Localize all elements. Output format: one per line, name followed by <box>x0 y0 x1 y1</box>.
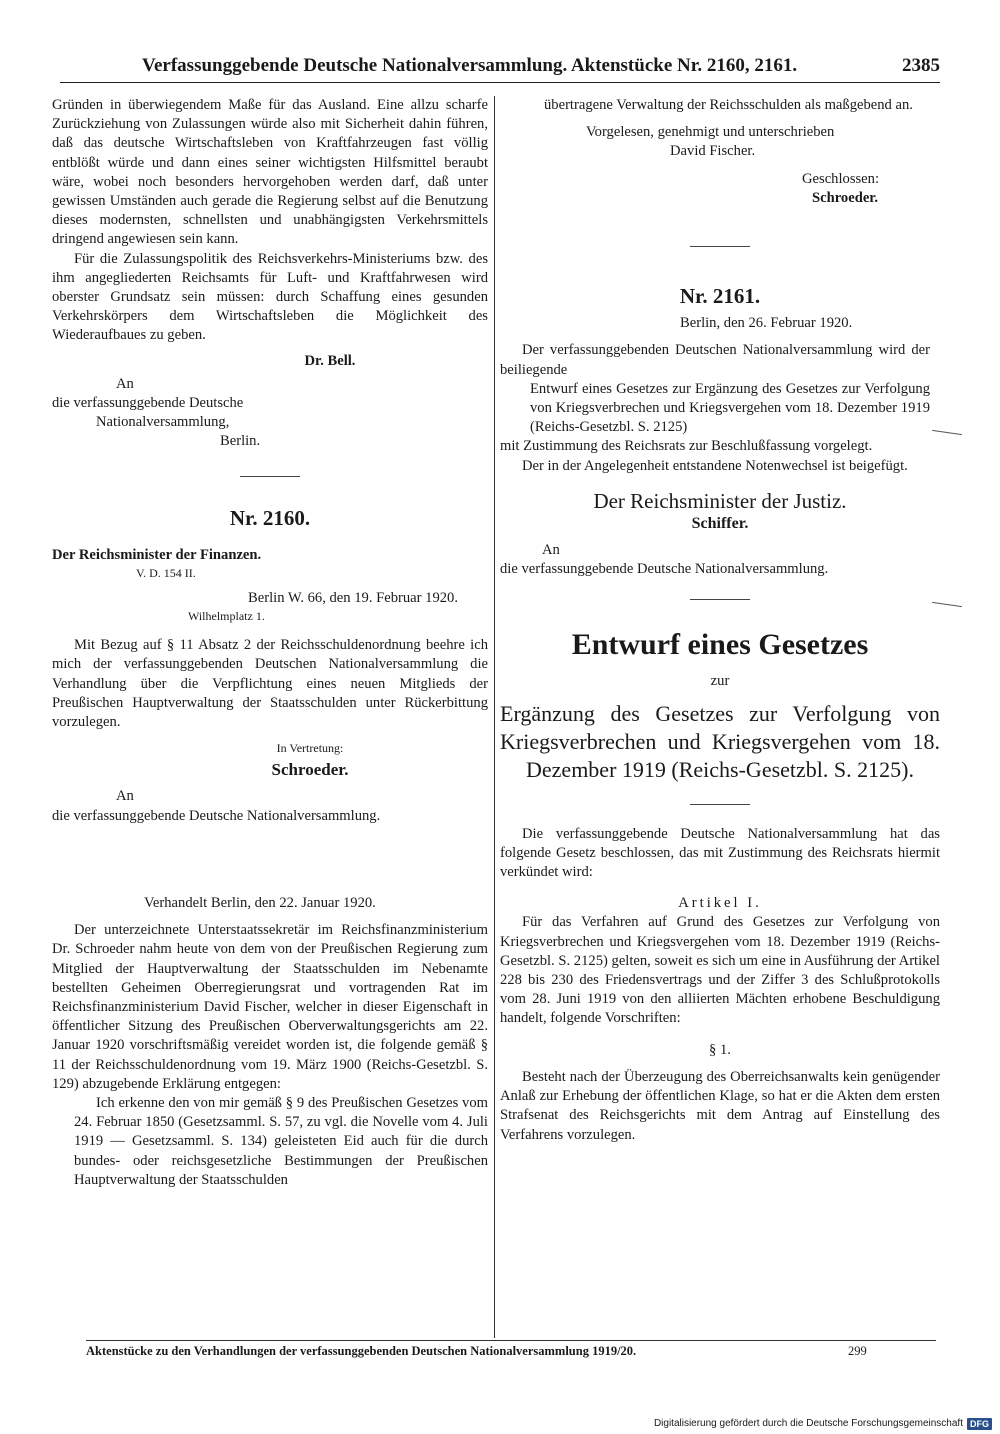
in-vertretung: In Vertretung: <box>276 741 344 756</box>
section-separator-4 <box>690 804 750 805</box>
oath-declaration: Ich erkenne den von mir gemäß § 9 des Preußischen Gesetzes vom 24. Februar 1850 (Gesetzsamml. S. 57, zu vgl. die Novelle vom 4. Juli 1919 — Gesetzsamml. S. 134) geleisteten Eid auch für die durch bundes- oder reichsgesetzliche Bestimmungen der Preußischen Hauptverwaltung der Staatsschulden <box>74 1094 488 1188</box>
notenwechsel-line: Der in der Angelegenheit entstandene Notenwechsel ist beigefügt. <box>522 457 908 474</box>
signature-schiffer: Schiffer. <box>691 514 749 532</box>
verhandelt-line: Verhandelt Berlin, den 22. Januar 1920. <box>144 894 376 911</box>
address-line-2: Nationalversammlung, <box>96 414 230 431</box>
signature-bell: Dr. Bell. <box>304 352 356 369</box>
vorgelesen-line: Vorgelesen, genehmigt und unterschrieben <box>586 124 835 141</box>
address-line-3: Berlin. <box>220 433 261 450</box>
bill-subtitle: Ergänzung des Gesetzes zur Verfolgung von Kriegsverbrechen und Kriegsvergehen vom 18. Dezember 1919 (Reichs-Gesetzbl. S. 2125). <box>500 700 940 782</box>
bill-title: Entwurf eines Gesetzes <box>571 628 869 662</box>
continued-paragraph: Gründen in überwiegendem Maße für das Ausland. Eine allzu scharfe Zurückziehung von Zulassungen würde also mit Sicherheit dahin führen, daß das deutsche Wirtschaftsleben von Kraftfahrzeugen fast völlig entblößt würde und dann eines seiner wichtigsten Hilfsmittel beraubt wäre, wobei noch besonders hervorgehoben werden darf, daß unter gewissen Umständen auch gerade die Regierung selbst auf die Benutzung dieses modernsten, schnellsten und unabhängigsten Verkehrsmittels dringend angewiesen sein kann. <box>52 97 488 248</box>
document-number-2160: Nr. 2160. <box>229 505 311 530</box>
letter-intro-2161: Der verfassunggebenden Deutschen Nationalversammlung wird der beiliegende <box>500 342 930 378</box>
footer-page-number: 299 <box>848 1344 867 1358</box>
letter-date-2161: Berlin, den 26. Februar 1920. <box>680 315 853 332</box>
paragraph-1-text: Besteht nach der Überzeugung des Oberreichsanwalts kein genügender Anlaß zur Erhebung der öffentlichen Klage, so hat er die Akten dem ersten Strafsenat des Reichsgerichts mit dem Antrag auf Einstellung des Verfahrens vorzulegen. <box>500 1068 940 1143</box>
paragraph-1-heading: § 1. <box>709 1041 731 1058</box>
letter-body: Mit Bezug auf § 11 Absatz 2 der Reichsschuldenordnung beehre ich mich der verfassunggebenden Deutschen Nationalversammlung die Verhandlung über die Verpflichtung eines neuen Mitglieds der Preußischen Hauptverwaltung der Staatsschulden unter Rückerbittung vorzulegen. <box>52 637 488 731</box>
page-footer <box>86 1341 936 1361</box>
document-number-2161: Nr. 2161. <box>679 284 761 309</box>
sender-ministry: Der Reichsminister der Finanzen. <box>52 546 262 563</box>
mit-zustimmung-line: mit Zustimmung des Reichsrats zur Beschlußfassung vorgelegt. <box>500 438 873 455</box>
artikel-text: Für das Verfahren auf Grund des Gesetzes zur Verfolgung von Kriegsverbrechen und Kriegsvergehen vom 18. Dezember 1919 (Reichs-Gesetzbl. S. 2125) gelten, soweit es sich um eine in Ausführung der Artikel 228 bis 230 des Friedensvertrags und der Ziffer 3 des Schlußprotokolls vom 28. Juni 1919 von den alliierten Mächten erhobene Beschuldigung handelt, folgende Vorschriften: <box>500 914 940 1027</box>
section-separator-3 <box>690 599 750 600</box>
enclosed-bill-title: Entwurf eines Gesetzes zur Ergänzung des Gesetzes zur Verfolgung von Kriegsverbrechen und Kriegsvergehen vom 18. Dezember 1919 (Reichs-Gesetzbl. S. 2125) <box>530 380 930 436</box>
footer-text: Aktenstücke zu den Verhandlungen der verfassunggebenden Deutschen Nationalversammlung 1919/20. <box>86 1344 637 1358</box>
digitization-note <box>654 1416 992 1432</box>
signer-schroeder-2: Schroeder. <box>812 189 879 206</box>
bill-preamble: Die verfassunggebende Deutsche Nationalversammlung hat das folgende Gesetz beschlossen, das mit Zustimmung des Reichsrats hiermit verkündet wird: <box>500 825 940 881</box>
section-separator <box>240 476 300 477</box>
letter-date-place: Berlin W. 66, den 19. Februar 1920. <box>248 590 458 607</box>
signature-schroeder: Schroeder. <box>271 760 349 780</box>
address-an-2: An <box>116 788 134 805</box>
dfg-logo-icon: DFG <box>967 1418 992 1430</box>
header-page-number: 2385 <box>902 55 940 76</box>
address-an-3: An <box>542 542 560 559</box>
right-column <box>500 96 940 1338</box>
address-line-1: die verfassunggebende Deutsche <box>52 395 244 412</box>
column-divider <box>494 96 495 1338</box>
address-an: An <box>116 375 134 392</box>
address-3: die verfassunggebende Deutsche Nationalversammlung. <box>500 561 829 578</box>
protocol-paragraph: Der unterzeichnete Unterstaatssekretär im Reichsfinanzministerium Dr. Schroeder nahm heute von dem von der Preußischen Regierung zum Mitglied der Hauptverwaltung der Staatsschulden im Nebenamte bestellten Geheimen Oberregierungsrat und vortragenden Rat im Reichsfinanzministerium David Fischer, welcher in dieser Eigenschaft in öffentlicher Sitzung des Preußischen Oberverwaltungsgerichts am 22. Januar 1920 vorschriftsmäßig vereidet worden ist, die folgende gemäß § 11 der Reichsschuldenordnung vom 19. März 1900 (Reichs-Gesetzbl. S. 129) abzugebende Erklärung entgegen: <box>52 922 488 1092</box>
reference-number: V. D. 154 II. <box>136 566 196 581</box>
bill-zur: zur <box>710 673 730 690</box>
oath-continued: übertragene Verwaltung der Reichsschulden als maßgebend an. <box>544 97 913 113</box>
minister-justiz: Der Reichsminister der Justiz. <box>593 488 847 513</box>
header-title: Verfassunggebende Deutsche Nationalversammlung. Aktenstücke Nr. 2160, 2161. <box>142 55 798 76</box>
geschlossen-label: Geschlossen: <box>802 170 880 187</box>
address-2: die verfassunggebende Deutsche Nationalversammlung. <box>52 807 381 824</box>
paragraph-zulassungspolitik: Für die Zulassungspolitik des Reichsverkehrs-Ministeriums bzw. des ihm angegliederten Reichsamts für Luft- und Kraftfahrwesen wird oberster Grundsatz sein müssen: durch Schaffung eines gesunden Verkehrskörpers dem Wirtschaftsleben die Möglichkeit des Wiederaufbaues zu geben. <box>52 250 488 344</box>
digitization-text: Digitalisierung gefördert durch die Deutsche Forschungsgemeinschaft <box>653 1418 963 1429</box>
signer-david-fischer: David Fischer. <box>670 143 756 160</box>
artikel-heading: Artikel I. <box>678 895 762 912</box>
section-separator-2 <box>690 246 750 247</box>
left-column <box>52 96 488 1338</box>
letter-street: Wilhelmplatz 1. <box>188 609 265 624</box>
running-header <box>60 52 940 80</box>
header-rule <box>60 82 940 83</box>
